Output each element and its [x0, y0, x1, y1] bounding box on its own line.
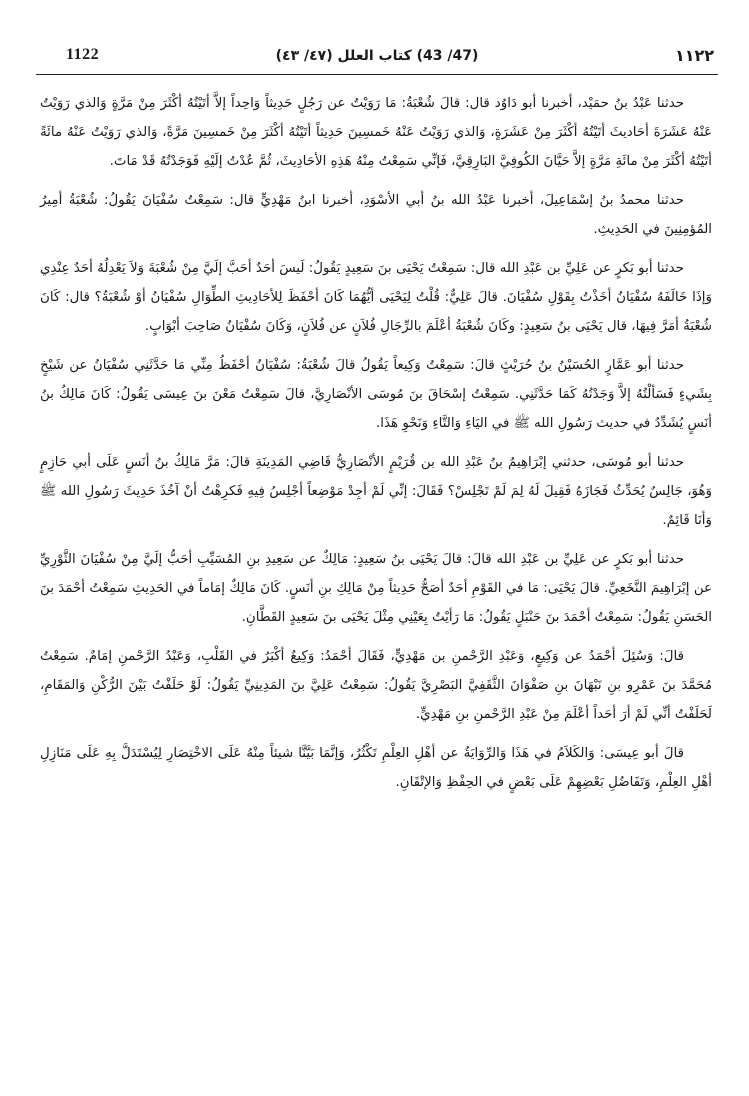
page-number-arabic: ١١٢٢	[674, 46, 714, 65]
paragraph: قالَ: وَسُئِلَ أحْمَدُ عن وَكِيعٍ، وَعَبْدِ الرَّحْمنِ بن مَهْدِيٍّ، فَقَالَ أحْمَدُ: وَكِيعٌ أكْبَرُ في القَلْبِ، وَعَبْدُ الرَّحْمنِ إمَامٌ. سَمِعْتُ مُحَمَّدَ بنَ عَمْرِو بنِ نَبْهَانَ بنِ صَفْوَانَ الثَّقَفِيَّ البَصْرِيَّ يَقُولُ: سَمِعْتُ عَلِيَّ بنَ المَدِينِيِّ يَقُولُ: لَوْ حَلَفْتُ بَيْنَ الرُّكْنِ وَالمَقَامِ، لَحَلَفْتُ أنِّي لَمْ أرَ أحَداً أعْلَمَ مِنْ عَبْدِ الرَّحْمنِ بنِ مَهْدِيٍّ.	[40, 649, 712, 722]
paragraph: حدثنا أبو مُوسَى، حدثني إبْرَاهِيمُ بنُ عَبْدِ الله بن قُرَيْمٍ الأنْصَارِيُّ قَاضِي المَدِينَةِ قالَ: مَرَّ مَالِكُ بنُ أنَسٍ عَلَى أبي حَازِمٍ وَهُوَ، جَالِسٌ يُحَدِّثُ فَجَازَهُ فَقِيلَ لَهُ لِمَ لَمْ تَجْلِسْ؟ فَقَالَ: إنِّي لَمْ أجِدْ مَوْضِعاً أجْلِسُ فِيهِ فَكرِهْتُ أنْ آخُذَ حَدِيثَ رَسُولِ الله ﷺ وَأنَا قَائِمٌ.	[40, 455, 712, 528]
book-page	[36, 40, 718, 1080]
paragraph: قالَ أبو عِيسَى: وَالكَلاَمُ في هَذَا وَالرِّوَايَةُ عن أهْلِ العِلْمِ تَكْثُرُ، وَإنَّمَا بَيَّنَّا شيئاً مِنْهُ عَلَى الاخْتِصَارِ لِيُسْتَدَلَّ بِهِ عَلَى مَنَازِلِ أهْلِ العِلْمِ، وَتَفَاضُلِ بَعْضِهِمْ عَلَى بَعْضٍ في الحِفْظِ وَالإتْقَانِ.	[40, 746, 712, 790]
paragraph: حدثنا أبو بَكرٍ عن عَلِيِّ بن عَبْدِ الله قالَ: قالَ يَحْيَى بنُ سَعِيدٍ: مَالِكٌ عن سَعِيدِ بنِ المُسَيِّبِ أحَبُّ إلَيَّ مِنْ سُفْيَانَ الثَّوْرِيِّ عن إبْرَاهِيمَ النَّخَعِيِّ. قالَ يَحْيَى: مَا في القَوْمِ أحَدٌ أصَحُّ حَدِيثاً مِنْ مَالِكِ بنِ أنَسٍ. كَانَ مَالِكٌ إمَاماً في الحَدِيثِ سَمِعْتُ أحْمَدَ بنَ الحَسَنِ يَقُولُ: سَمِعْتُ أحْمَدَ بنَ حَنْبَلٍ يَقُولُ: مَا رَأيْتُ بِعَيْنِي مِثْلَ يَحْيَى بنَ سَعِيدٍ القَطَّانِ.	[40, 552, 712, 625]
paragraph: حدثنا أبو بَكرٍ عن عَلِيِّ بن عَبْدِ الله قال: سَمِعْتُ يَحْيَى بنَ سَعِيدٍ يَقُولُ: لَيسَ أحَدٌ أحَبَّ إلَيَّ مِنْ شُعْبَةَ وَلاَ يَعْدِلُهُ أحَدٌ عِنْدِي وَإذَا خَالَفَهُ سُفْيَانُ أخَذْتُ بِقَوْلِ سُفْيَانَ. قالَ عَلِيٌّ: قُلْتُ لِيَحْيَى أيُّهُمَا كَانَ أحْفَظَ لِلأحَادِيثِ الطِّوَالِ سُفْيَانُ أوْ شُعْبَةُ؟ قال: كَانَ شُعْبَةُ أمَرَّ فِيهَا، قال يَحْيَى بنُ سَعِيدٍ: وكَانَ شُعْبَةُ أعْلَمَ بالرِّجَالِ فُلاَنٍ عن فُلاَنٍ، وَكَانَ سُفْيَانُ صَاحِبَ أبْوَابٍ.	[40, 261, 712, 334]
page-header	[36, 40, 718, 75]
paragraph: حدثنا عَبْدُ بنُ حمَيْد، أخبرنا أبو دَاوُد قال: قالَ شُعْبَةُ: مَا رَوَيْتُ عن رَجُلٍ حَدِيثاً وَاحِداً إلاَّ أتَيْتُهُ أكْثَرَ مِنْ مَرَّةٍ وَالذي رَوَيْتُ عَنْهُ عَشَرَةَ أحَاديثَ أتَيْتُهُ أكْثَرَ مِنْ عَشَرَةٍ، وَالذي رَوَيْتُ عَنْهُ خَمسِينَ حَدِيثاً أتَيْتُهُ أكْثَرَ مِنْ خَمسِينَ مَرَّةً، وَالذي رَوَيْتُ عَنْهُ مائَةً أتَيْتُهُ أكْثَرَ مِنْ مائَةِ مَرَّةٍ إلاَّ حَيَّانَ الكُوفِيَّ البَارِقِيَّ، فَإنِّي سَمِعْتُ مِنْهُ هَذِهِ الأحَادِيثَ، ثُمَّ عُدْتُ إلَيْهِ فَوَجَدْتُهُ قَدْ مَاتَ.	[40, 96, 712, 169]
paragraph: حدثنا أبو عَمَّارٍ الحُسَيْنُ بنُ حُرَيْثٍ قالَ: سَمِعْتُ وَكِيعاً يَقُولُ قالَ شُعْبَةُ: سُفْيَانُ أحْفَظُ مِنِّي مَا حَدَّثَنِي سُفْيَانُ عن شَيْخٍ بِشَيءٍ فَسَألْتُهُ إلاَّ وَجَدْتُهُ كَمَا حَدَّثَنِي. سَمِعْتُ إسْحَاقَ بنَ مُوسَى الأنْصَارِيَّ، قالَ سَمِعْتُ مَعْنَ بنَ عِيسَى يَقُولُ: كَانَ مَالِكُ بنُ أنَسٍ يُشَدِّدُ في حديث رَسُولِ الله ﷺ في اليَاءِ وَالتَّاءِ وَنَحْوِ هَذَا.	[40, 358, 712, 431]
page-number-latin: 1122	[66, 46, 100, 63]
page-body	[36, 89, 718, 797]
paragraph: حدثنا محمدُ بنُ إسْمَاعِيلَ، أخبرنا عَبْدُ الله بنُ أبي الأسْوَدِ، أخبرنا ابنُ مَهْدِيٍّ قال: سَمِعْتُ سُفْيَانَ يَقُولُ: شُعْبَةُ أمِيرُ المُؤمِنِينَ في الحَدِيثِ.	[40, 193, 712, 237]
running-title: (47/ 43) كتاب العلل (٤٧/ ٤٣)	[275, 48, 479, 64]
